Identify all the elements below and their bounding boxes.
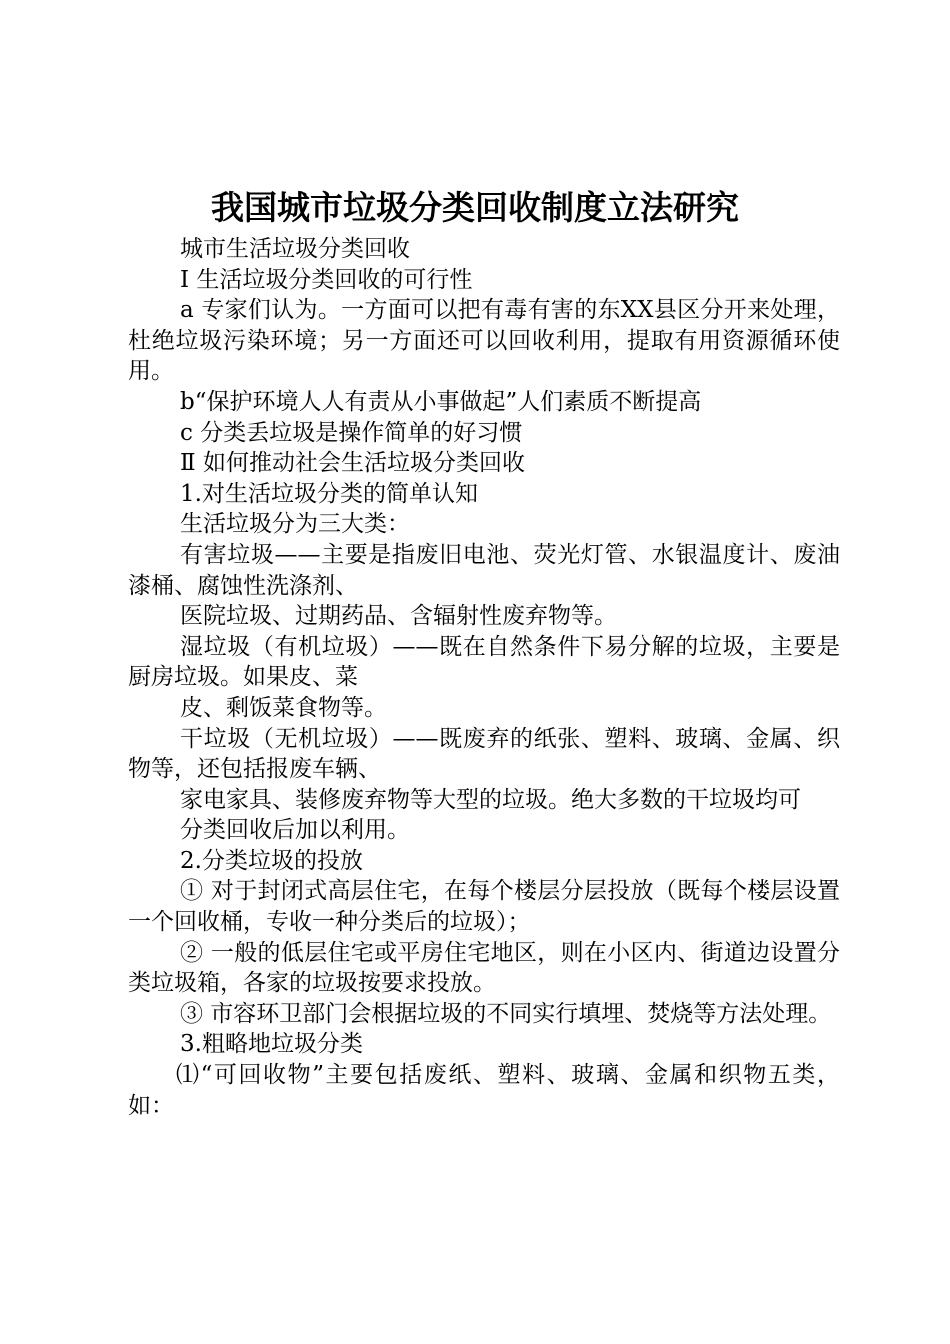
paragraph: 湿垃圾（有机垃圾）——既在自然条件下易分解的垃圾，主要是厨房垃圾。如果皮、菜 bbox=[128, 633, 840, 691]
paragraph: ③ 市容环卫部门会根据垃圾的不同实行填埋、焚烧等方法处理。 bbox=[180, 1000, 832, 1027]
paragraph: a 专家们认为。一方面可以把有毒有害的东XX县区分开来处理，杜绝垃圾污染环境；另一方面还可以回收利用，提取有用资源循环使用。 bbox=[128, 297, 840, 385]
document-body bbox=[128, 234, 840, 1121]
paragraph: 分类回收后加以利用。 bbox=[180, 817, 410, 844]
paragraph: 皮、剩饭菜食物等。 bbox=[180, 694, 387, 721]
paragraph: 3.粗略地垃圾分类 bbox=[180, 1031, 363, 1058]
paragraph: Ⅱ 如何推动社会生活垃圾分类回收 bbox=[180, 450, 525, 477]
paragraph: Ⅰ 生活垃圾分类回收的可行性 bbox=[180, 266, 473, 293]
paragraph: 城市生活垃圾分类回收 bbox=[180, 236, 410, 262]
paragraph: 家电家具、装修废弃物等大型的垃圾。绝大多数的干垃圾均可 bbox=[180, 786, 801, 813]
paragraph: 干垃圾（无机垃圾）——既废弃的纸张、塑料、玻璃、金属、织物等，还包括报废车辆、 bbox=[128, 725, 840, 783]
paragraph: c 分类丢垃圾是操作简单的好习惯 bbox=[180, 419, 523, 446]
paragraph: ⑴“可回收物”主要包括废纸、塑料、玻璃、金属和织物五类，如： bbox=[128, 1062, 840, 1119]
paragraph: b“保护环境人人有责从小事做起”人们素质不断提高 bbox=[180, 388, 702, 415]
paragraph: ① 对于封闭式高层住宅，在每个楼层分层投放（既每个楼层设置一个回收桶，专收一种分类后的垃圾）； bbox=[128, 878, 840, 936]
paragraph: 1.对生活垃圾分类的简单认知 bbox=[180, 480, 478, 507]
paragraph: ② 一般的低层住宅或平房住宅地区，则在小区内、街道边设置分类垃圾箱，各家的垃圾按要求投放。 bbox=[128, 939, 840, 997]
document-title: 我国城市垃圾分类回收制度立法研究 bbox=[211, 188, 739, 227]
paragraph: 医院垃圾、过期药品、含辐射性废弃物等。 bbox=[180, 603, 617, 630]
paragraph: 生活垃圾分为三大类： bbox=[180, 511, 410, 538]
paragraph: 有害垃圾——主要是指废旧电池、荧光灯管、水银温度计、废油漆桶、腐蚀性洗涤剂、 bbox=[128, 541, 840, 599]
paragraph: 2.分类垃圾的投放 bbox=[180, 847, 363, 874]
